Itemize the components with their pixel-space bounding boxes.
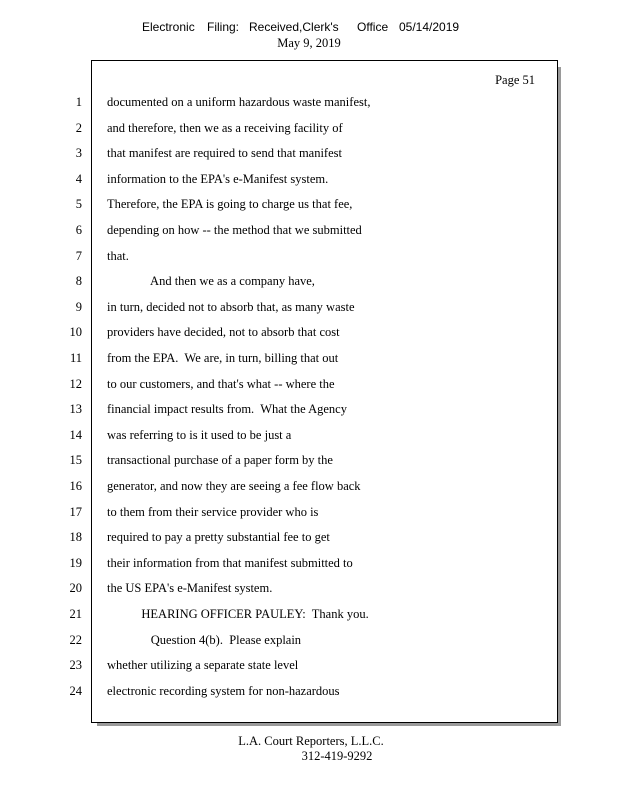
line-number: 24 bbox=[69, 683, 82, 698]
line-number: 23 bbox=[69, 658, 82, 673]
line-text: HEARING OFFICER PAULEY: Thank you. bbox=[107, 607, 369, 621]
line-text: to our customers, and that's what -- where the bbox=[107, 376, 335, 391]
line-text: Therefore, the EPA is going to charge us that fee, bbox=[107, 197, 353, 212]
line-text: generator, and now they are seeing a fee flow back bbox=[107, 479, 361, 493]
line-text: that. bbox=[107, 248, 129, 263]
line-text: their information from that manifest submitted to bbox=[107, 555, 353, 570]
line-number: 4 bbox=[75, 171, 82, 186]
line-text: to them from their service provider who is bbox=[107, 504, 319, 519]
line-text: whether utilizing a separate state level bbox=[107, 658, 299, 673]
line-number: 8 bbox=[75, 274, 82, 289]
line-number: 7 bbox=[75, 248, 82, 263]
stamp-word-electronic: Electronic bbox=[142, 20, 195, 34]
stamp-date: 05/14/2019 bbox=[399, 20, 460, 34]
line-number: 18 bbox=[69, 530, 82, 545]
line-text: financial impact results from. What the Agency bbox=[107, 402, 347, 417]
line-number: 17 bbox=[69, 504, 82, 519]
line-number: 1 bbox=[75, 95, 82, 109]
line-text: in turn, decided not to absorb that, as many waste bbox=[107, 299, 355, 314]
line-text: transactional purchase of a paper form by the bbox=[107, 453, 333, 468]
line-text: the US EPA's e-Manifest system. bbox=[107, 581, 273, 596]
line-text: And then we as a company have, bbox=[107, 274, 315, 289]
line-text: and therefore, then we as a receiving facility of bbox=[107, 120, 343, 135]
line-number: 14 bbox=[69, 427, 82, 442]
line-number: 3 bbox=[75, 146, 82, 161]
line-number: 16 bbox=[69, 479, 82, 493]
line-number: 21 bbox=[69, 607, 82, 621]
line-number: 13 bbox=[69, 402, 82, 417]
page-number: Page 51 bbox=[495, 73, 535, 87]
footer-company: L.A. Court Reporters, L.L.C. bbox=[238, 734, 384, 748]
line-text: documented on a uniform hazardous waste manifest, bbox=[107, 95, 371, 109]
stamp-word-filing: Filing: bbox=[207, 20, 240, 34]
line-number: 10 bbox=[69, 325, 82, 340]
transcript-date: May 9, 2019 bbox=[277, 36, 341, 50]
stamp-word-received-clerks: Received,Clerk's bbox=[249, 20, 339, 34]
line-text: from the EPA. We are, in turn, billing that out bbox=[107, 351, 339, 365]
line-text: providers have decided, not to absorb that cost bbox=[107, 325, 340, 340]
line-number: 20 bbox=[69, 581, 82, 596]
footer-phone: 312-419-9292 bbox=[301, 749, 373, 763]
line-number: 2 bbox=[75, 120, 82, 135]
line-text: that manifest are required to send that manifest bbox=[107, 146, 342, 161]
line-number: 22 bbox=[69, 632, 82, 647]
stamp-word-office: Office bbox=[357, 20, 389, 34]
line-text: was referring to is it used to be just a bbox=[107, 427, 292, 442]
line-text: required to pay a pretty substantial fee to get bbox=[107, 530, 330, 545]
line-number: 12 bbox=[69, 376, 82, 391]
line-text: Question 4(b). Please explain bbox=[107, 632, 302, 647]
line-number: 6 bbox=[75, 223, 82, 237]
line-text: electronic recording system for non-hazardous bbox=[107, 683, 340, 698]
line-number: 5 bbox=[75, 197, 82, 212]
line-number: 9 bbox=[75, 299, 82, 314]
line-number: 15 bbox=[69, 453, 82, 468]
line-text: depending on how -- the method that we submitted bbox=[107, 223, 362, 237]
line-number: 11 bbox=[69, 351, 82, 365]
line-number: 19 bbox=[69, 555, 82, 570]
line-text: information to the EPA's e-Manifest system. bbox=[107, 171, 329, 186]
